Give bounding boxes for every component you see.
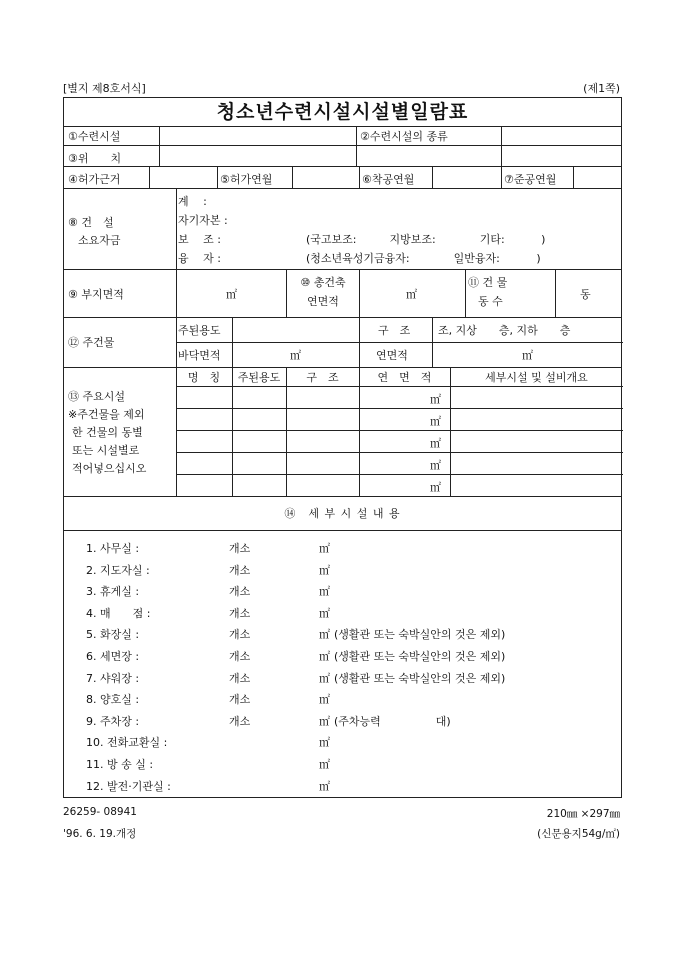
col-structure: 구 조 — [306, 371, 339, 384]
detail-name: 1. 사무실 : — [86, 542, 140, 555]
detail-note: (주차능력 대) — [334, 714, 451, 728]
detail-name: 3. 휴게실 : — [86, 585, 140, 599]
funds-own: 자기자본 : — [178, 214, 228, 227]
area-unit-row-4: ㎡ — [430, 459, 441, 472]
detail-count-unit: 개소 — [229, 671, 251, 685]
detail-area-unit: ㎡ — [319, 714, 330, 728]
detail-name: 7. 샤워장 : — [86, 671, 140, 685]
area-unit-row-1: ㎡ — [430, 393, 441, 406]
detail-count-unit: 개소 — [229, 585, 251, 599]
detail-count-unit: 개소 — [229, 693, 251, 707]
main-use-label: 주된용도 — [178, 324, 221, 337]
funds-loan-detail: (청소년육성기금융자: 일반융자: ) — [306, 252, 541, 265]
col-area: 연 면 적 — [377, 371, 432, 384]
detail-name: 9. 주차장 : — [86, 714, 140, 728]
detail-name: 2. 지도자실 : — [86, 563, 150, 577]
detail-name: 11. 방 송 실 : — [86, 758, 154, 771]
detail-area-unit: ㎡ — [319, 563, 330, 577]
main-total-area-label: 연면적 — [376, 349, 408, 362]
site-area-label: ⑨ 부지면적 — [68, 288, 124, 301]
total-area-unit: ㎡ — [406, 288, 417, 301]
structure-label: 구 조 — [378, 324, 411, 337]
facilities-note-3: 또는 시설별로 — [72, 444, 140, 457]
detail-note: (생활관 또는 숙박실안의 것은 제외) — [334, 628, 506, 642]
detail-area-unit: ㎡ — [319, 542, 330, 555]
funds-label-2: 소요자금 — [78, 234, 121, 247]
main-total-area-unit: ㎡ — [522, 349, 533, 362]
funds-total: 계 : — [178, 195, 207, 208]
total-area-label-2: 연면적 — [307, 295, 339, 308]
detail-note: (생활관 또는 숙박실안의 것은 제외) — [334, 650, 506, 663]
page-number: (제1쪽) — [583, 82, 620, 95]
detail-count-unit: 개소 — [229, 714, 251, 728]
detail-name: 10. 전화교환실 : — [86, 736, 168, 750]
total-area-label: ⑩ 총건축 — [300, 276, 346, 289]
funds-subsidy-detail: (국고보조: 지방보조: 기타: ) — [306, 233, 546, 246]
facility-kind-label: ②수련시설의 종류 — [360, 130, 448, 143]
start-year-label: ⑥착공연월 — [362, 173, 415, 186]
building-count-unit: 동 — [580, 288, 591, 301]
complete-year-label: ⑦준공연월 — [504, 173, 557, 186]
building-count-label: ⑪ 건 물 — [468, 276, 508, 289]
funds-label: ⑧ 건 설 — [68, 216, 114, 229]
area-unit-row-5: ㎡ — [430, 481, 441, 494]
facility-label: ①수련시설 — [68, 130, 121, 143]
detail-header: ⑭ 세 부 시 설 내 용 — [284, 507, 401, 520]
detail-count-unit: 개소 — [229, 563, 251, 577]
facilities-label: ⑬ 주요시설 — [68, 390, 126, 403]
floor-area-label: 바닥면적 — [178, 349, 221, 362]
area-unit-row-3: ㎡ — [430, 437, 441, 450]
permit-year-label: ⑤허가연월 — [220, 173, 273, 186]
site-area-unit: ㎡ — [226, 288, 237, 301]
detail-area-unit: ㎡ — [319, 693, 330, 707]
detail-area-unit: ㎡ — [319, 758, 330, 771]
revision-date: '96. 6. 19.개정 — [63, 828, 137, 840]
detail-name: 6. 세면장 : — [86, 650, 140, 663]
detail-name: 12. 발전·기관실 : — [86, 779, 171, 793]
detail-name: 4. 매 점 : — [86, 606, 151, 620]
floors-label: 조, 지상 층, 지하 층 — [438, 324, 571, 337]
detail-area-unit: ㎡ — [319, 585, 330, 599]
detail-area-unit: ㎡ — [319, 779, 330, 793]
detail-area-unit: ㎡ — [319, 650, 330, 663]
detail-area-unit: ㎡ — [319, 736, 330, 750]
detail-name: 8. 양호실 : — [86, 693, 140, 707]
facilities-note-2: 한 건물의 동별 — [72, 426, 143, 439]
form-frame — [63, 97, 622, 798]
detail-area-unit: ㎡ — [319, 606, 330, 620]
detail-name: 5. 화장실 : — [86, 628, 140, 642]
funds-loan: 융 자 : — [178, 252, 221, 265]
building-count-label-2: 동 수 — [478, 295, 503, 308]
detail-area-unit: ㎡ — [319, 671, 330, 685]
col-name: 명 칭 — [187, 371, 221, 384]
form-number: [별지 제8호서식] — [63, 82, 146, 95]
main-building-label: ⑫ 주건물 — [68, 336, 115, 349]
funds-subsidy: 보 조 : — [178, 233, 221, 246]
col-detail: 세부시설 및 설비개요 — [485, 371, 588, 384]
form-title: 청소년수련시설시설별일람표 — [64, 98, 621, 127]
detail-count-unit: 개소 — [229, 606, 251, 620]
col-use: 주된용도 — [237, 371, 281, 384]
facilities-note-4: 적어넣으십시오 — [72, 462, 147, 475]
detail-count-unit: 개소 — [229, 628, 251, 642]
location-label: ③위 치 — [68, 152, 122, 165]
detail-area-unit: ㎡ — [319, 628, 330, 642]
detail-note: (생활관 또는 숙박실안의 것은 제외) — [334, 671, 506, 685]
form-code: 26259- 08941 — [63, 806, 137, 818]
area-unit-row-2: ㎡ — [430, 415, 441, 428]
detail-count-unit: 개소 — [229, 542, 251, 555]
paper-size: 210㎜ ×297㎜ — [546, 808, 620, 820]
floor-area-unit: ㎡ — [290, 349, 301, 362]
permit-basis-label: ④허가근거 — [68, 173, 121, 186]
paper-type: (신문용지54g/㎡) — [537, 828, 620, 840]
facilities-note-1: ※주건물을 제외 — [68, 408, 145, 421]
detail-count-unit: 개소 — [229, 650, 251, 663]
